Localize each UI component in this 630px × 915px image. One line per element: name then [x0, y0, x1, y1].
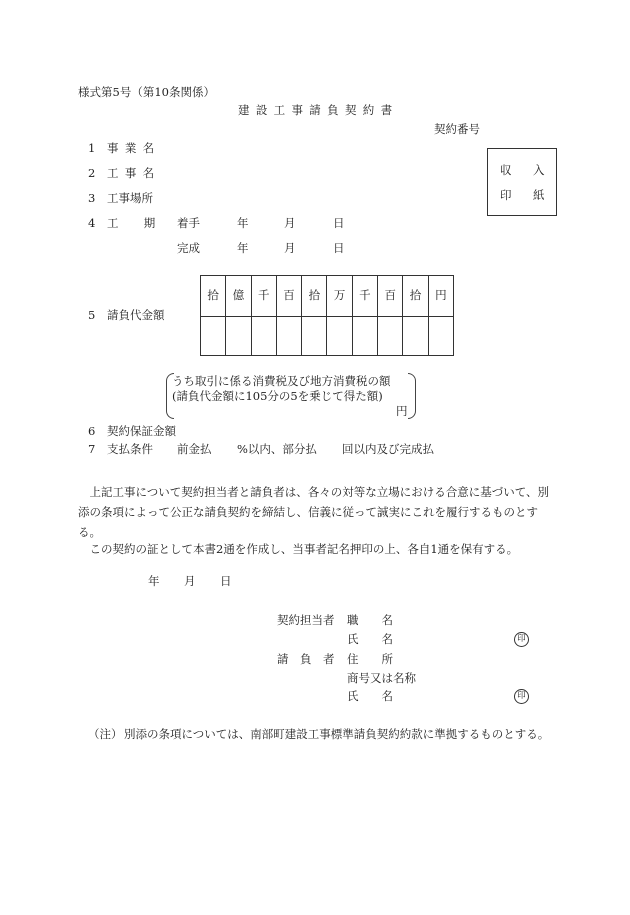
final-payment-label: 回以内及び完成払: [342, 442, 434, 456]
item-6-label: 契約保証金額: [107, 424, 176, 438]
contract-officer-label: 契約担当者: [277, 613, 335, 627]
start-year-unit: 年: [237, 216, 249, 230]
amount-digit-cell[interactable]: [428, 317, 453, 356]
contract-amount-grid: [200, 275, 454, 356]
tax-note-line2: (請負代金額に105分の5を乗じて得た額): [172, 389, 383, 403]
end-month-unit: 月: [284, 241, 296, 255]
item-7-number: 7: [88, 442, 96, 456]
start-month-unit: 月: [284, 216, 296, 230]
officer-seal-mark: 印: [514, 632, 529, 647]
copies-paragraph: この契約の証として本書2通を作成し、当事者記名押印の上、各自1通を保有する。: [89, 542, 519, 556]
amount-unit-header: 百: [276, 276, 301, 317]
tax-note-line1: うち取引に係る消費税及び地方消費税の額: [172, 374, 391, 388]
date-month-unit: 月: [184, 574, 196, 588]
item-1-label: 事業名: [107, 141, 161, 155]
agreement-paragraph: 上記工事について契約担当者と請負者は、各々の対等な立場における合意に基づいて、別添の条項によって公正な請負契約を締結し、信義に従って誠実にこれを履行するものとする。: [78, 485, 550, 539]
trade-name-label: 商号又は名称: [347, 671, 416, 685]
item-3-label: 工事場所: [107, 191, 153, 205]
note-text: 別添の条項については、南部町建設工事標準請負契約約款に準拠するものとする。: [124, 727, 550, 741]
tax-note-unit: 円: [396, 404, 408, 418]
tax-note-bracket-right: [408, 373, 416, 419]
end-day-unit: 日: [333, 241, 345, 255]
item-1-number: 1: [88, 141, 96, 155]
end-year-unit: 年: [237, 241, 249, 255]
start-day-unit: 日: [333, 216, 345, 230]
contractor-label: 請 負 者: [277, 652, 335, 666]
contract-number-label: 契約番号: [434, 122, 480, 136]
amount-digit-cell[interactable]: [352, 317, 377, 356]
note-label: （注）: [88, 727, 123, 741]
amount-digit-cell[interactable]: [327, 317, 352, 356]
amount-digit-cell[interactable]: [201, 317, 226, 356]
revenue-stamp-box: [487, 148, 557, 216]
amount-digit-cell[interactable]: [302, 317, 327, 356]
stamp-char: 紙: [533, 188, 545, 202]
address-label: 住 所: [347, 652, 393, 666]
amount-unit-header: 拾: [302, 276, 327, 317]
officer-name-label: 氏 名: [347, 632, 393, 646]
item-3-number: 3: [88, 191, 96, 205]
partial-payment-label: %以内、部分払: [237, 442, 317, 456]
item-2-label: 工事名: [107, 166, 161, 180]
document-title: 建設工事請負契約書: [238, 103, 399, 117]
stamp-char: 印: [500, 188, 512, 202]
form-number: 様式第5号（第10条関係）: [78, 85, 215, 99]
position-label: 職 名: [347, 613, 393, 627]
item-5-label: 請負代金額: [107, 308, 165, 322]
amount-unit-header: 拾: [403, 276, 428, 317]
stamp-char: 収: [500, 163, 512, 177]
item-2-number: 2: [88, 166, 96, 180]
item-4-label: 工 期: [107, 216, 163, 230]
item-5-number: 5: [88, 308, 96, 322]
amount-digit-cell[interactable]: [251, 317, 276, 356]
amount-unit-header: 万: [327, 276, 352, 317]
contractor-name-label: 氏 名: [347, 689, 393, 703]
construction-start-label: 着手: [177, 216, 200, 230]
amount-digit-cell[interactable]: [378, 317, 403, 356]
amount-digit-cell[interactable]: [276, 317, 301, 356]
date-day-unit: 日: [220, 574, 232, 588]
item-7-label: 支払条件: [107, 442, 153, 456]
amount-unit-header: 拾: [201, 276, 226, 317]
amount-unit-header: 千: [352, 276, 377, 317]
contractor-seal-mark: 印: [514, 689, 529, 704]
advance-payment-label: 前金払: [177, 442, 212, 456]
amount-unit-header: 千: [251, 276, 276, 317]
construction-end-label: 完成: [177, 241, 200, 255]
amount-unit-header: 百: [378, 276, 403, 317]
date-year-unit: 年: [148, 574, 160, 588]
amount-unit-header: 円: [428, 276, 453, 317]
amount-digit-cell[interactable]: [403, 317, 428, 356]
item-4-number: 4: [88, 216, 96, 230]
stamp-char: 入: [533, 163, 545, 177]
amount-digit-cell[interactable]: [226, 317, 251, 356]
item-6-number: 6: [88, 424, 96, 438]
amount-unit-header: 億: [226, 276, 251, 317]
